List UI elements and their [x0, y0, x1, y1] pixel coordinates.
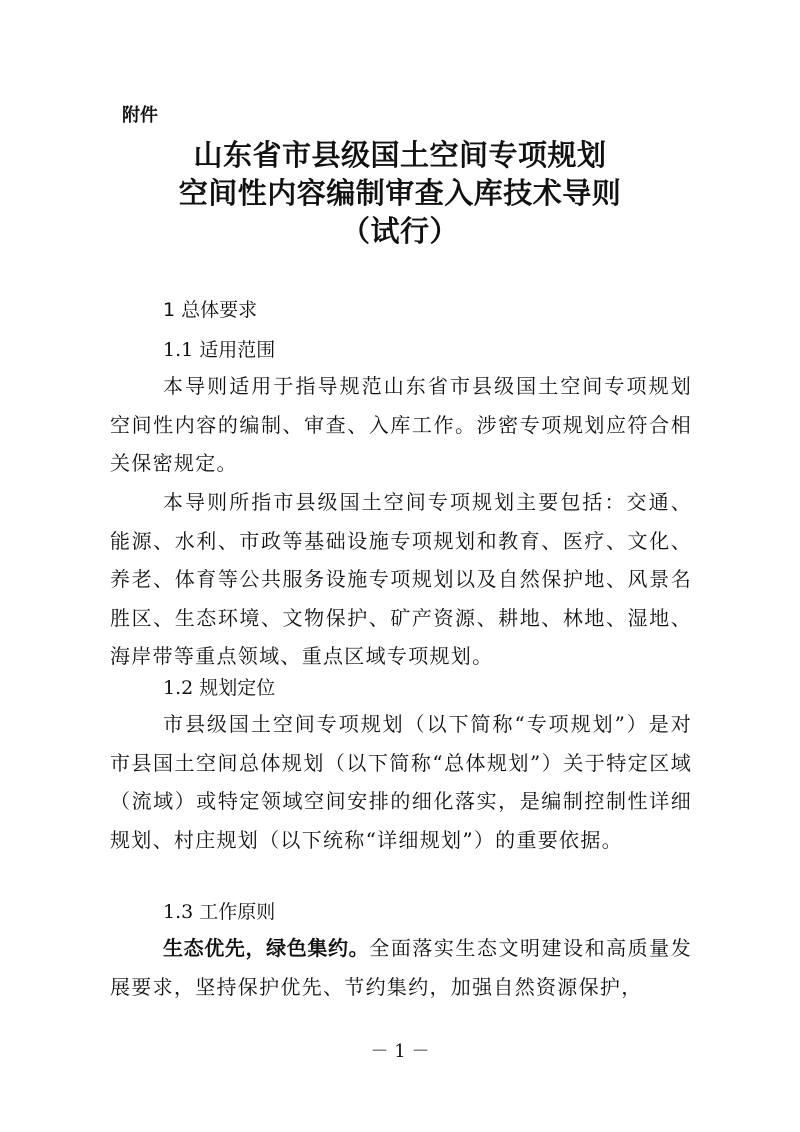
page-number: － 1 －: [370, 1041, 430, 1062]
subsection-heading-1-3: 1.3 工作原则: [163, 901, 276, 923]
paragraph-scope-2: 本导则所指市县级国土空间专项规划主要包括：交通、能源、水利、市政等基础设施专项规划和教育、医疗、文化、养老、体育等公共服务设施专项规划以及自然保护地、风景名胜区、生态环境、文物保护、矿产资源、耕地、林地、湿地、海岸带等重点领域、重点区域专项规划。: [110, 490, 692, 669]
document-title-line-1: 山东省市县级国土空间专项规划: [193, 138, 607, 172]
section-heading-1: 1 总体要求: [163, 299, 258, 321]
principle-lead: 生态优先，绿色集约。: [163, 936, 370, 960]
subsection-heading-1-2: 1.2 规划定位: [163, 677, 276, 699]
subsection-heading-1-1: 1.1 适用范围: [163, 339, 276, 361]
paragraph-scope-1: 本导则适用于指导规范山东省市县级国土空间专项规划空间性内容的编制、审查、入库工作。涉密专项规划应符合相关保密规定。: [110, 374, 692, 476]
principle-text: 全面落实生态文明建设和高质量发展要求，坚持保护优先、节约集约，加强自然资源保护，: [110, 936, 693, 999]
paragraph-positioning: 市县级国土空间专项规划（以下简称“专项规划”）是对市县国土空间总体规划（以下简称“总体规划”）关于特定区域（流域）或特定领域空间安排的细化落实，是编制控制性详细规划、村庄规划（以下统称“详细规划”）的重要依据。: [110, 712, 692, 852]
document-title-line-3: （试行）: [340, 214, 459, 248]
paragraph-principles: [110, 929, 692, 1006]
document-title-line-2: 空间性内容编制审查入库技术导则: [178, 176, 622, 210]
attachment-label: 附件: [122, 105, 158, 126]
